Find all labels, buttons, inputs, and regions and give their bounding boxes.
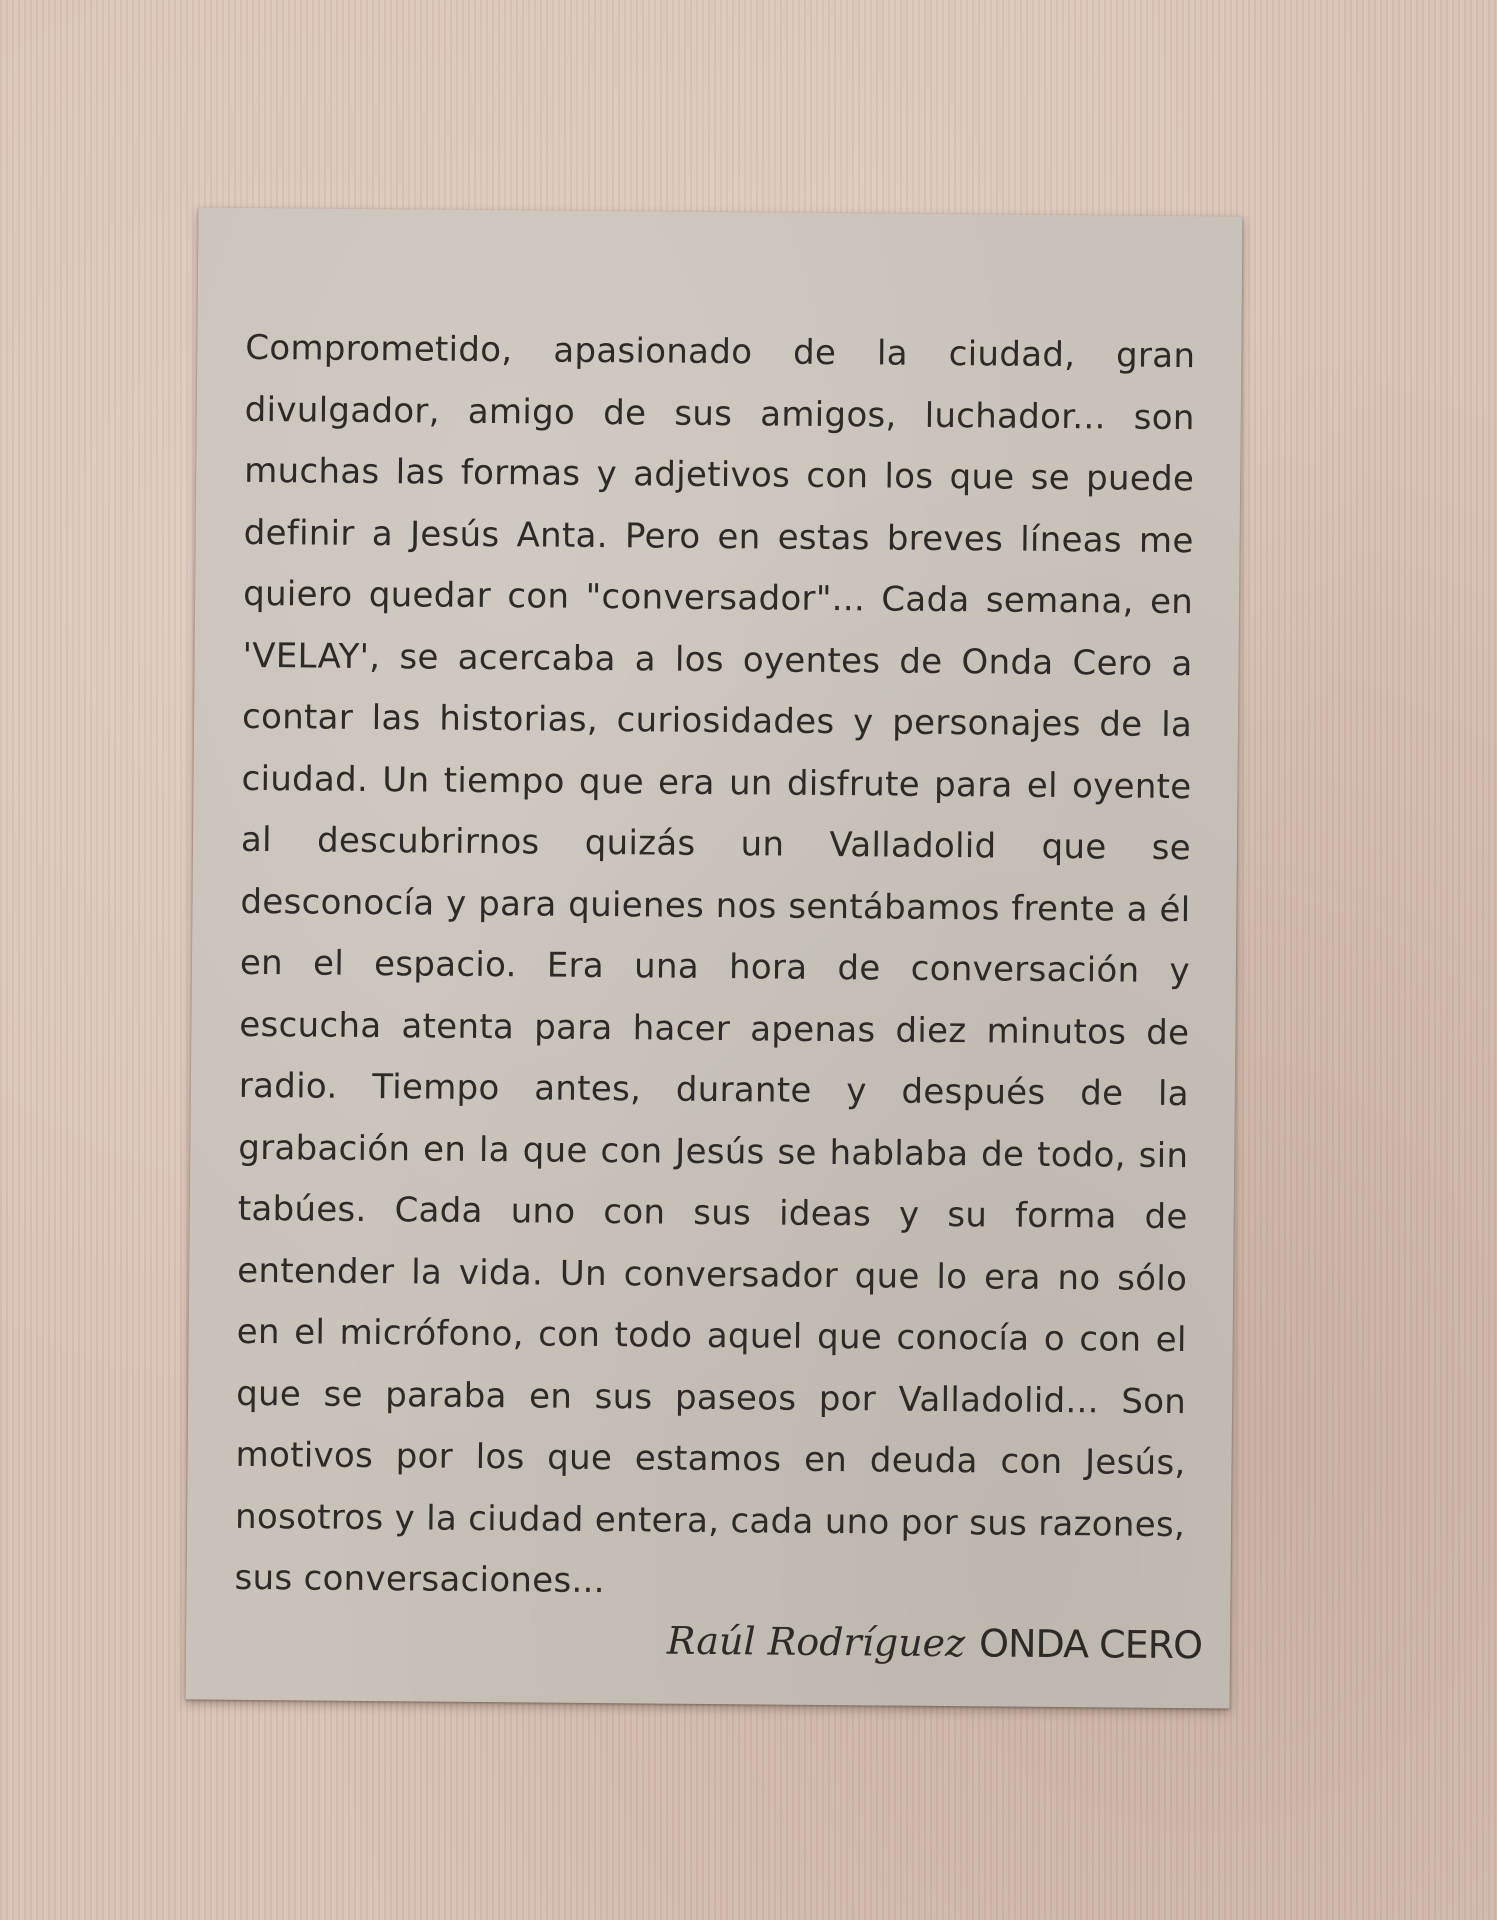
signature-brand: ONDA CERO xyxy=(978,1621,1203,1668)
signature xyxy=(667,1619,1203,1668)
note-card xyxy=(186,207,1243,1708)
note-text: Comprometido, apasionado de la ciudad, gran divulgador, amigo de sus amigos, luchador... son muchas las formas y adjetivos con los que se puede definir a Jesús Anta. Pero en estas breves líneas me quiero quedar con "conversador"... Cada semana, en 'VELAY', se acercaba a los oyentes de Onda Cero a contar las historias, curiosidades y personajes de la ciudad. Un tiempo que era un disfrute para el oyente al descubrirnos quizás un Valladolid que se desconocía y para quienes nos sentábamos frente a él en el espacio. Era una hora de conversación y escucha atenta para hacer apenas diez minutos de radio. Tiempo antes, durante y después de la grabación en la que con Jesús se hablaba de todo, sin tabúes. Cada uno con sus ideas y su forma de entender la vida. Un conversador que lo era no sólo en el micrófono, con todo aquel que conocía o con el que se paraba en sus paseos por Valladolid... Son motivos por los que estamos en deuda con Jesús, nosotros y la ciudad entera, cada uno por sus razones, sus conversaciones... xyxy=(234,327,1196,1602)
signature-name: Raúl Rodríguez xyxy=(666,1618,966,1666)
